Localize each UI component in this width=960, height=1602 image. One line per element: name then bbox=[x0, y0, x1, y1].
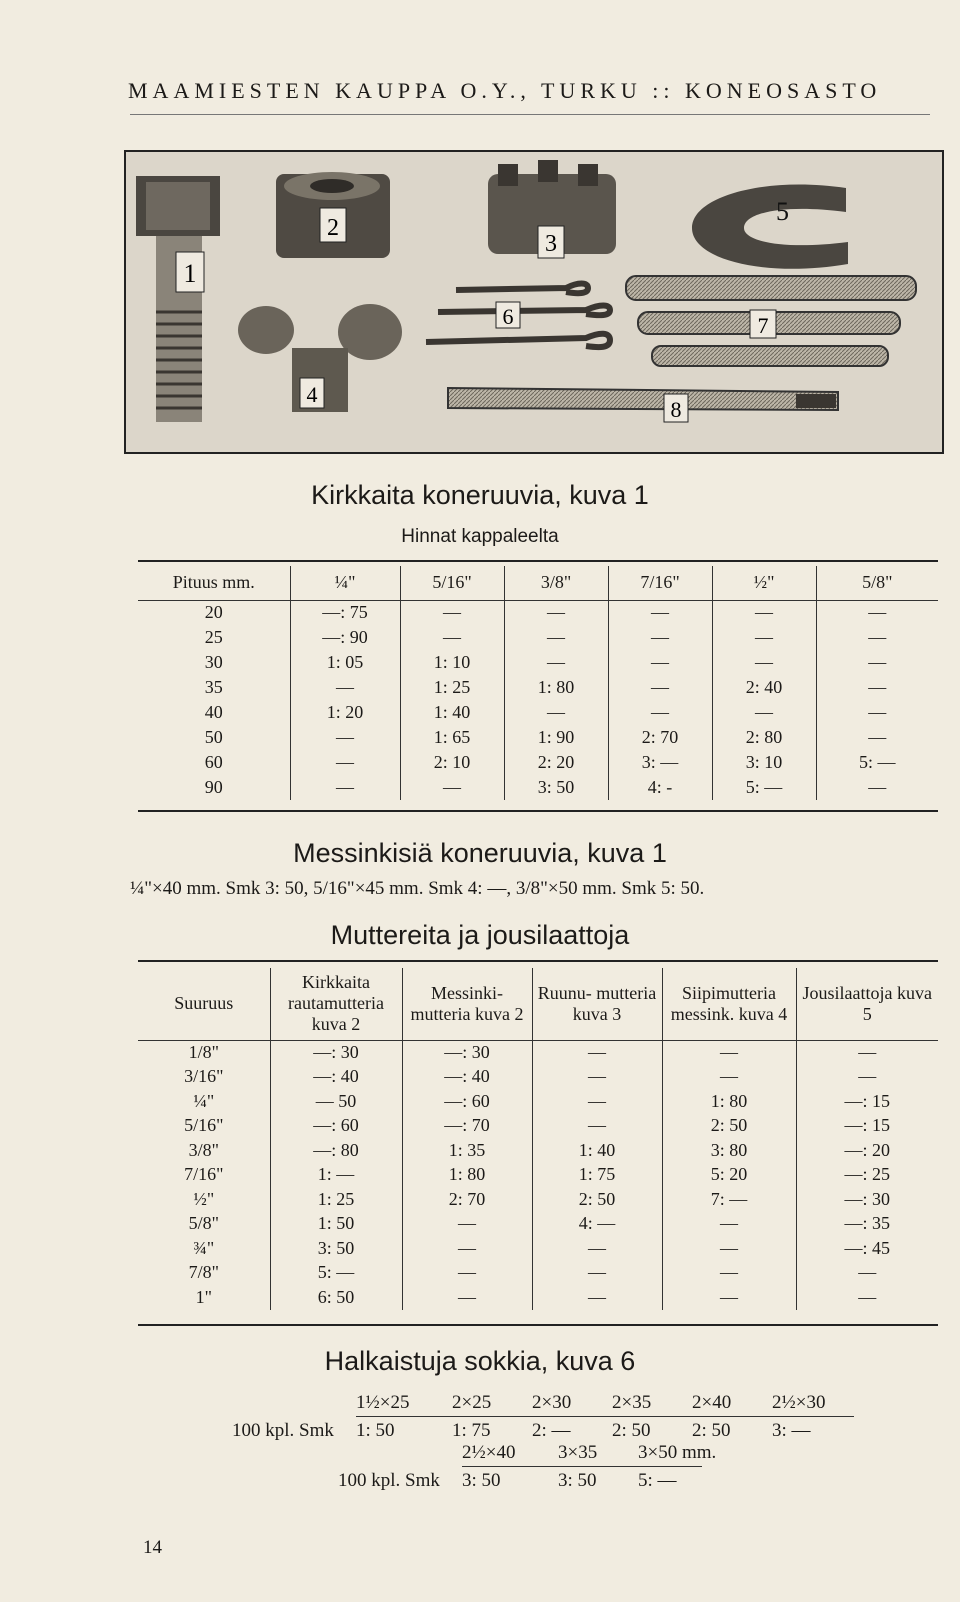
cotter-sizes-row1 bbox=[356, 1392, 862, 1414]
cotter-rule-2 bbox=[462, 1466, 702, 1467]
table-cell: —: 70 bbox=[402, 1114, 532, 1139]
table1-top-rule bbox=[138, 560, 938, 562]
col-header: Jousilaattoja kuva 5 bbox=[796, 968, 938, 1040]
cotter-prices-row1 bbox=[232, 1420, 842, 1442]
table-cell: — bbox=[400, 625, 504, 650]
table-cell: —: 75 bbox=[290, 600, 400, 625]
table-cell: — bbox=[504, 625, 608, 650]
table-cell: — bbox=[532, 1040, 662, 1065]
table-cell: — bbox=[504, 650, 608, 675]
table-cell: 1: 35 bbox=[402, 1138, 532, 1163]
table-row bbox=[138, 650, 938, 675]
table-cell: 5/16" bbox=[184, 1115, 224, 1136]
table-cell: 1/8" bbox=[188, 1042, 219, 1062]
table-cell: 3: — bbox=[608, 750, 712, 775]
table2-top-rule bbox=[138, 960, 938, 962]
price-cell: 5: — bbox=[638, 1470, 677, 1491]
table-cell: 4: - bbox=[608, 775, 712, 800]
table-cell: 1: 65 bbox=[400, 725, 504, 750]
table1-bottom-rule bbox=[138, 810, 938, 812]
table-row bbox=[138, 1040, 938, 1065]
table-cell: 3: 50 bbox=[270, 1236, 402, 1261]
price-cell: 2: 50 bbox=[692, 1420, 731, 1441]
table-cell: — bbox=[290, 775, 400, 800]
table-cell: 1: 20 bbox=[290, 700, 400, 725]
castle-nut-drawing bbox=[488, 160, 616, 258]
table-cell: 4: — bbox=[532, 1212, 662, 1237]
table-cell: — bbox=[796, 1285, 938, 1310]
price-cell: 2: 50 bbox=[612, 1420, 651, 1441]
table-cell: 1: 80 bbox=[402, 1163, 532, 1188]
table-cell: —: 40 bbox=[270, 1065, 402, 1090]
table-cell: 1: 50 bbox=[270, 1212, 402, 1237]
label-2: 2 bbox=[327, 215, 339, 241]
table-row bbox=[138, 600, 938, 625]
col-header: 5/16" bbox=[400, 566, 504, 600]
table-cell: — bbox=[712, 700, 816, 725]
table-cell: —: 15 bbox=[796, 1089, 938, 1114]
size-cell: 3×35 bbox=[558, 1442, 598, 1463]
label-8: 8 bbox=[670, 397, 682, 422]
table-cell: 3: 50 bbox=[504, 775, 608, 800]
table2-body bbox=[138, 1040, 938, 1310]
table-cell: — bbox=[290, 725, 400, 750]
table-cell: 2: 50 bbox=[662, 1114, 796, 1139]
table-cell: 2: 70 bbox=[608, 725, 712, 750]
table-cell: 6: 50 bbox=[270, 1285, 402, 1310]
price-cell: 3: — bbox=[772, 1420, 811, 1441]
table-cell: 7/8" bbox=[188, 1262, 219, 1283]
wing-nut-drawing bbox=[238, 304, 402, 412]
table-cell: 50 bbox=[204, 727, 223, 747]
bolt-drawing bbox=[136, 176, 220, 422]
brass-screws-line: ¼"×40 mm. Smk 3: 50, 5/16"×45 mm. Smk 4: —, 3/8"×50 mm. Smk 5: 50. bbox=[130, 878, 705, 899]
table-cell: ¾" bbox=[193, 1237, 215, 1258]
table-cell: —: 40 bbox=[402, 1065, 532, 1090]
table-cell: — bbox=[796, 1065, 938, 1090]
table-cell: 3: 10 bbox=[712, 750, 816, 775]
table-cell: — bbox=[608, 675, 712, 700]
table-cell: 1: 10 bbox=[400, 650, 504, 675]
table-cell: 5: — bbox=[270, 1261, 402, 1286]
table-cell: 2: 40 bbox=[712, 675, 816, 700]
table-cell: 40 bbox=[204, 702, 223, 722]
price-cell: 3: 50 bbox=[462, 1470, 501, 1491]
table-cell: —: 30 bbox=[270, 1040, 402, 1065]
label-5: 5 bbox=[776, 197, 789, 226]
col-header: Messinki- mutteria kuva 2 bbox=[402, 968, 532, 1040]
table-cell: —: 35 bbox=[796, 1212, 938, 1237]
parts-illustration bbox=[124, 150, 944, 454]
taper-pin-drawing bbox=[448, 388, 838, 410]
size-cell: 2½×40 bbox=[462, 1442, 516, 1463]
table-cell: —: 25 bbox=[796, 1163, 938, 1188]
table-cell: — bbox=[608, 700, 712, 725]
table-cell: 2: 50 bbox=[532, 1187, 662, 1212]
table-row bbox=[138, 1065, 938, 1090]
table-cell: 1: 05 bbox=[290, 650, 400, 675]
table-row bbox=[138, 750, 938, 775]
table-row bbox=[138, 1212, 938, 1237]
table-row bbox=[138, 1187, 938, 1212]
price-cell: 2: — bbox=[532, 1420, 571, 1441]
size-cell: 2×25 bbox=[452, 1392, 492, 1413]
table-cell: — bbox=[532, 1285, 662, 1310]
table-row bbox=[138, 700, 938, 725]
table-cell: 5: — bbox=[712, 775, 816, 800]
table-cell: —: 15 bbox=[796, 1114, 938, 1139]
table-cell: — bbox=[400, 600, 504, 625]
price-label: 100 kpl. Smk bbox=[338, 1470, 440, 1491]
label-7: 7 bbox=[757, 313, 769, 338]
table-cell: — bbox=[796, 1040, 938, 1065]
table-cell: 1: 40 bbox=[532, 1138, 662, 1163]
table-row bbox=[138, 1138, 938, 1163]
table-cell: — bbox=[662, 1212, 796, 1237]
table-row bbox=[138, 1285, 938, 1310]
price-cell: 3: 50 bbox=[558, 1470, 597, 1491]
table-cell: 60 bbox=[204, 752, 223, 772]
label-1: 1 bbox=[183, 259, 197, 288]
table-cell: 3/16" bbox=[184, 1066, 224, 1087]
table-cell: — bbox=[816, 700, 938, 725]
table-cell: — bbox=[532, 1236, 662, 1261]
table-cell: — bbox=[402, 1285, 532, 1310]
cotter-sizes-row2 bbox=[462, 1442, 758, 1464]
table-cell: 2: 10 bbox=[400, 750, 504, 775]
table-cell: — bbox=[532, 1065, 662, 1090]
table-cell: 7: — bbox=[662, 1187, 796, 1212]
table-cell: — 50 bbox=[270, 1089, 402, 1114]
col-header: 7/16" bbox=[608, 566, 712, 600]
page-number: 14 bbox=[143, 1537, 162, 1558]
table-cell: —: 80 bbox=[270, 1138, 402, 1163]
table-cell: — bbox=[712, 625, 816, 650]
table-cell: —: 30 bbox=[796, 1187, 938, 1212]
col-header: 3/8" bbox=[504, 566, 608, 600]
table-cell: 35 bbox=[204, 677, 223, 697]
table-cell: 30 bbox=[204, 652, 223, 672]
table-cell: 1: — bbox=[270, 1163, 402, 1188]
table-cell: —: 90 bbox=[290, 625, 400, 650]
table-cell: — bbox=[290, 675, 400, 700]
table-cell: — bbox=[290, 750, 400, 775]
table-cell: — bbox=[400, 775, 504, 800]
table-cell: 20 bbox=[204, 602, 223, 623]
table-cell: 1: 25 bbox=[400, 675, 504, 700]
table-cell: — bbox=[816, 650, 938, 675]
table-cell: 3/8" bbox=[188, 1139, 219, 1160]
label-3: 3 bbox=[545, 231, 557, 257]
table-cell: — bbox=[816, 725, 938, 750]
col-header: Pituus mm. bbox=[172, 572, 255, 593]
table-cell: — bbox=[402, 1212, 532, 1237]
cotter-prices-row2 bbox=[338, 1470, 718, 1492]
table-cell: 5/8" bbox=[188, 1213, 219, 1234]
table-cell: — bbox=[816, 775, 938, 800]
table-cell: — bbox=[816, 625, 938, 650]
table-cell: —: 60 bbox=[270, 1114, 402, 1139]
screw-price-table bbox=[138, 566, 938, 800]
table-cell: — bbox=[402, 1236, 532, 1261]
size-cell: 2½×30 bbox=[772, 1392, 826, 1413]
price-label: 100 kpl. Smk bbox=[232, 1420, 334, 1441]
table-cell: — bbox=[662, 1261, 796, 1286]
price-cell: 1: 75 bbox=[452, 1420, 491, 1441]
table-row bbox=[138, 725, 938, 750]
table2-bottom-rule bbox=[138, 1324, 938, 1326]
table-cell: — bbox=[608, 625, 712, 650]
price-cell: 1: 50 bbox=[356, 1420, 395, 1441]
table-cell: 1: 90 bbox=[504, 725, 608, 750]
table-cell: 1: 40 bbox=[400, 700, 504, 725]
table-cell: —: 45 bbox=[796, 1236, 938, 1261]
section3-title: Muttereita ja jousilaattoja bbox=[330, 920, 630, 950]
nuts-price-table bbox=[138, 968, 938, 1310]
table-cell: 1: 80 bbox=[662, 1089, 796, 1114]
table-cell: — bbox=[504, 600, 608, 625]
size-cell: 2×35 bbox=[612, 1392, 652, 1413]
table-cell: — bbox=[662, 1236, 796, 1261]
table-row bbox=[138, 1114, 938, 1139]
col-header: Suuruus bbox=[174, 993, 234, 1014]
table-cell: 2: 80 bbox=[712, 725, 816, 750]
table-cell: 1: 75 bbox=[532, 1163, 662, 1188]
table-cell: 1: 80 bbox=[504, 675, 608, 700]
table-cell: — bbox=[532, 1114, 662, 1139]
table-cell: 2: 20 bbox=[504, 750, 608, 775]
table-cell: — bbox=[662, 1040, 796, 1065]
col-header: ½" bbox=[712, 566, 816, 600]
hex-nut-drawing bbox=[276, 172, 390, 258]
table-cell: — bbox=[662, 1285, 796, 1310]
label-4: 4 bbox=[306, 382, 318, 407]
table-cell: — bbox=[504, 700, 608, 725]
col-header: 5/8" bbox=[816, 566, 938, 600]
size-cell: 2×30 bbox=[532, 1392, 572, 1413]
table-row bbox=[138, 1261, 938, 1286]
table-cell: — bbox=[402, 1261, 532, 1286]
header-rule bbox=[130, 114, 930, 115]
parts-drawing bbox=[126, 152, 942, 452]
cotter-rule-1 bbox=[356, 1416, 854, 1417]
section1-subtitle: Hinnat kappaleelta bbox=[401, 526, 559, 547]
spring-washer-drawing bbox=[692, 184, 848, 268]
table-cell: ¼" bbox=[193, 1090, 215, 1111]
table-cell: — bbox=[532, 1089, 662, 1114]
table-cell: — bbox=[532, 1261, 662, 1286]
table-row bbox=[138, 1089, 938, 1114]
col-header: Kirkkaita rautamutteria kuva 2 bbox=[270, 968, 402, 1040]
section2-title: Messinkisiä koneruuvia, kuva 1 bbox=[293, 838, 667, 868]
table-cell: — bbox=[816, 600, 938, 625]
table-cell: —: 60 bbox=[402, 1089, 532, 1114]
section1-title: Kirkkaita koneruuvia, kuva 1 bbox=[311, 480, 649, 510]
col-header: ¼" bbox=[290, 566, 400, 600]
table-cell: — bbox=[662, 1065, 796, 1090]
table-row bbox=[138, 1236, 938, 1261]
table-cell: — bbox=[608, 600, 712, 625]
table-row bbox=[138, 675, 938, 700]
table-cell: ½" bbox=[193, 1188, 215, 1209]
table-cell: 2: 70 bbox=[402, 1187, 532, 1212]
table-cell: —: 30 bbox=[402, 1040, 532, 1065]
table-cell: — bbox=[816, 675, 938, 700]
size-cell: 3×50 mm. bbox=[638, 1442, 717, 1463]
table-cell: 1" bbox=[195, 1286, 212, 1307]
table-cell: — bbox=[608, 650, 712, 675]
table-cell: 5: 20 bbox=[662, 1163, 796, 1188]
table-row bbox=[138, 775, 938, 800]
table-cell: — bbox=[712, 600, 816, 625]
table-row bbox=[138, 1163, 938, 1188]
table-cell: 3: 80 bbox=[662, 1138, 796, 1163]
size-cell: 2×40 bbox=[692, 1392, 732, 1413]
table-cell: 7/16" bbox=[184, 1164, 224, 1185]
page-header: MAAMIESTEN KAUPPA O.Y., TURKU :: KONEOSASTO bbox=[128, 78, 882, 103]
table-cell: 5: — bbox=[816, 750, 938, 775]
table-cell: 90 bbox=[204, 777, 223, 797]
table-cell: — bbox=[712, 650, 816, 675]
label-6: 6 bbox=[502, 304, 514, 329]
table-cell: 1: 25 bbox=[270, 1187, 402, 1212]
table-cell: 25 bbox=[204, 627, 223, 647]
table1-body bbox=[138, 600, 938, 800]
table-cell: —: 20 bbox=[796, 1138, 938, 1163]
table-row bbox=[138, 625, 938, 650]
col-header: Ruunu- mutteria kuva 3 bbox=[532, 968, 662, 1040]
section4-title: Halkaistuja sokkia, kuva 6 bbox=[324, 1346, 636, 1376]
table-cell: — bbox=[796, 1261, 938, 1286]
col-header: Siipimutteria messink. kuva 4 bbox=[662, 968, 796, 1040]
size-cell: 1½×25 bbox=[356, 1392, 410, 1413]
